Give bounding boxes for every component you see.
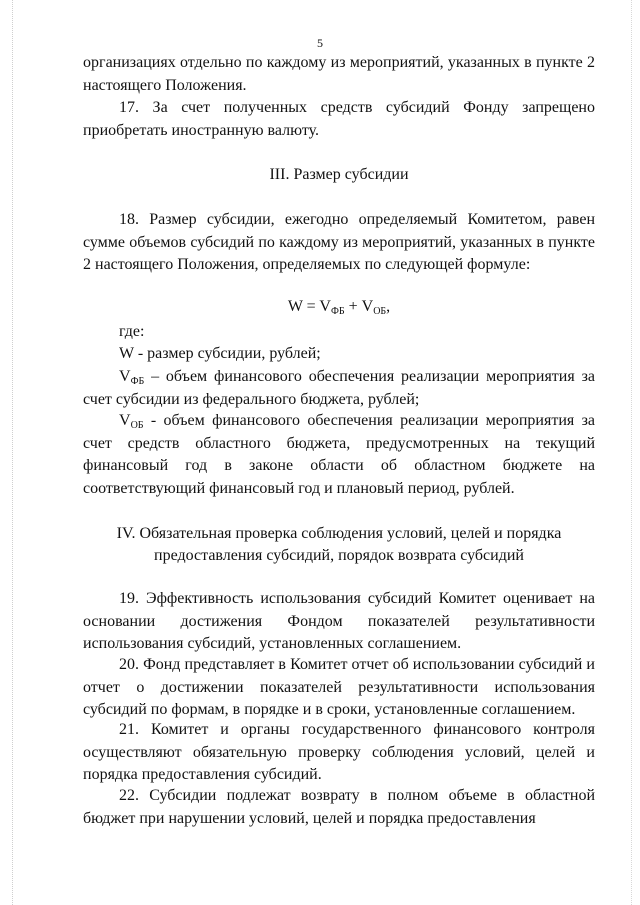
scan-edge-right: [631, 0, 632, 905]
vfb-symbol: V: [119, 368, 131, 385]
where-label: где:: [119, 323, 145, 340]
vob-sub: ОБ: [130, 420, 144, 431]
definition-vob: [83, 410, 595, 500]
paragraph-intro: организациях отдельно по каждому из мероприятий, указанных в пункте 2 настоящего Положения.: [83, 54, 595, 94]
vfb-text: – объем финансового обеспечения реализации мероприятия за счет субсидии из федерального бюджета, рублей;: [83, 368, 595, 408]
section-heading-4-line1: IV. Обязательная проверка соблюдения условий, целей и порядка: [116, 525, 562, 542]
formula-mid: + V: [344, 298, 374, 315]
paragraph-19: 19. Эффективность использования субсидий Комитет оценивает на основании достижения Фондом показателей результативности использования субсидий, установленных соглашением.: [83, 590, 595, 652]
formula-end: ,: [386, 298, 391, 315]
paragraph-17: 17. За счет полученных средств субсидий Фонду запрещено приобретать иностранную валюту.: [83, 99, 595, 139]
definition-vfb: [83, 366, 595, 411]
vob-symbol: V: [119, 412, 131, 429]
section-heading-4-line2: предоставления субсидий, порядок возврата субсидий: [154, 547, 524, 564]
vob-text: - объем финансового обеспечения реализации мероприятия за счет средств областного бюджета, предусмотренных на текущий финансовый год в законе области об областном бюджете на соответствующий финансовый год и плановый период, рублей.: [83, 412, 595, 497]
paragraph-20: 20. Фонд представляет в Комитет отчет об использовании субсидий и отчет о достижении показателей результативности использования субсидий по формам, в порядке и в сроки, установленные соглашением.: [83, 656, 595, 718]
paragraph-22: 22. Субсидии подлежат возврату в полном объеме в областной бюджет при нарушении условий, целей и порядка предоставления: [83, 787, 595, 827]
formula-sub-ob: ОБ: [373, 306, 387, 317]
definition-w: W - размер субсидии, рублей;: [119, 345, 321, 362]
vfb-sub: ФБ: [130, 376, 145, 387]
scan-edge-left: [12, 0, 13, 905]
paragraph-18: 18. Размер субсидии, ежегодно определяемый Комитетом, равен сумме объемов субсидий по каждому из мероприятий, указанных в пункте 2 настоящего Положения, определяемых по следующей формуле:: [83, 211, 595, 273]
section-heading-3: III. Размер субсидии: [269, 166, 409, 183]
paragraph-21: 21. Комитет и органы государственного финансового контроля осуществляют обязательную проверку соблюдения условий, целей и порядка предоставления субсидий.: [83, 721, 595, 783]
formula-lhs: W = V: [287, 298, 331, 315]
page-number: 5: [317, 36, 323, 50]
formula: [83, 298, 595, 316]
formula-sub-fb: ФБ: [330, 306, 345, 317]
